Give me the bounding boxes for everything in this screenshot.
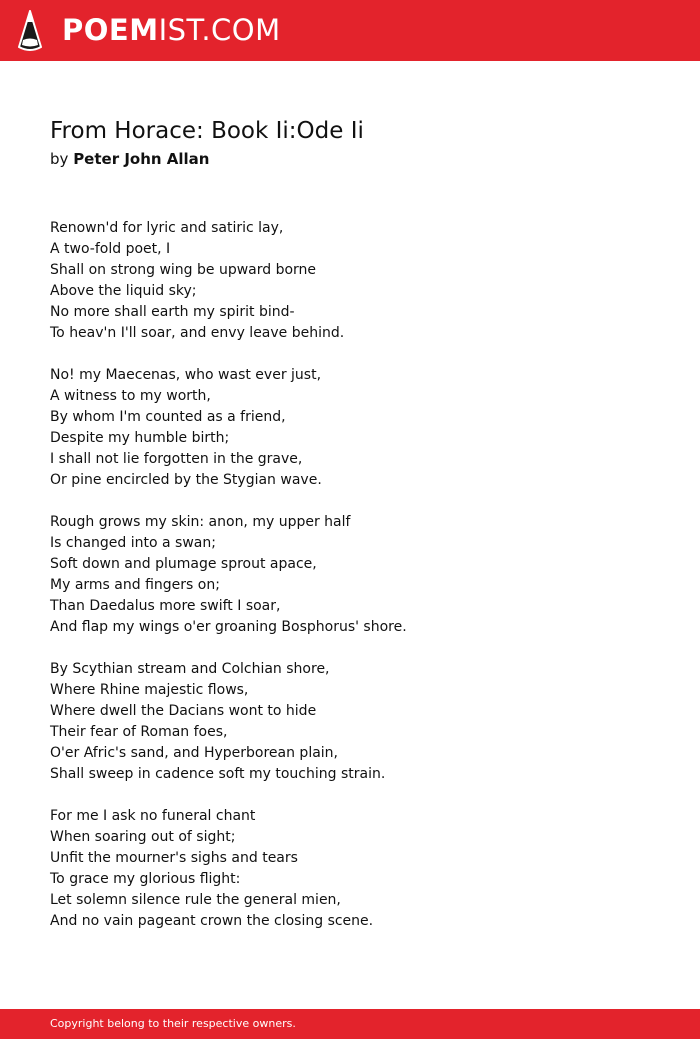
poem-line: A witness to my worth,	[50, 388, 211, 404]
site-logo[interactable]	[62, 12, 281, 48]
poem-line: Than Daedalus more swift I soar,	[50, 598, 281, 614]
site-footer	[0, 1009, 700, 1039]
poem-line: My arms and fingers on;	[50, 577, 220, 593]
poem-line: Soft down and plumage sprout apace,	[50, 556, 317, 572]
poem-line: And flap my wings o'er groaning Bosphorus' shore.	[50, 619, 407, 635]
poem-line: Is changed into a swan;	[50, 535, 216, 551]
stanza	[50, 806, 670, 932]
brand-bold: POEM	[62, 13, 159, 47]
poem-line: Where dwell the Dacians wont to hide	[50, 703, 317, 719]
poem-line: Renown'd for lyric and satiric lay,	[50, 220, 284, 236]
pencil-tip-icon	[17, 10, 43, 52]
stanza	[50, 659, 670, 785]
poem-line: Unfit the mourner's sighs and tears	[50, 850, 298, 866]
byline	[50, 148, 209, 170]
brand-light: IST.COM	[158, 13, 281, 47]
stanza	[50, 365, 670, 491]
by-label: by	[50, 150, 69, 168]
poem-line: And no vain pageant crown the closing scene.	[50, 913, 374, 929]
copyright-text: Copyright belong to their respective owners.	[50, 1017, 296, 1030]
site-header	[0, 0, 700, 61]
poem-line: By Scythian stream and Colchian shore,	[50, 661, 330, 677]
poem-line: Their fear of Roman foes,	[50, 724, 228, 740]
poem-line: Above the liquid sky;	[50, 283, 197, 299]
poem-line: By whom I'm counted as a friend,	[50, 409, 286, 425]
poem-title: From Horace: Book Ii:Ode Ii	[50, 118, 364, 144]
stanza	[50, 512, 670, 638]
poem-line: To grace my glorious flight:	[50, 871, 241, 887]
stanza	[50, 218, 670, 344]
poem-line: Shall sweep in cadence soft my touching strain.	[50, 766, 386, 782]
poem-line: For me I ask no funeral chant	[50, 808, 256, 824]
poem-line: Despite my humble birth;	[50, 430, 230, 446]
poem-line: To heav'n I'll soar, and envy leave behind.	[50, 325, 345, 341]
poem-line: No! my Maecenas, who wast ever just,	[50, 367, 322, 383]
poem-line: Or pine encircled by the Stygian wave.	[50, 472, 322, 488]
poem-line: I shall not lie forgotten in the grave,	[50, 451, 303, 467]
poem-body	[50, 218, 670, 953]
poem-line: Rough grows my skin: anon, my upper half	[50, 514, 351, 530]
poem-line: No more shall earth my spirit bind-	[50, 304, 295, 320]
poem-line: Where Rhine majestic flows,	[50, 682, 249, 698]
poem-line: Shall on strong wing be upward borne	[50, 262, 317, 278]
poem-line: O'er Afric's sand, and Hyperborean plain,	[50, 745, 339, 761]
poem-line: Let solemn silence rule the general mien,	[50, 892, 341, 908]
poem-line: When soaring out of sight;	[50, 829, 236, 845]
poem-line: A two-fold poet, I	[50, 241, 171, 257]
poem-author: Peter John Allan	[73, 150, 210, 168]
